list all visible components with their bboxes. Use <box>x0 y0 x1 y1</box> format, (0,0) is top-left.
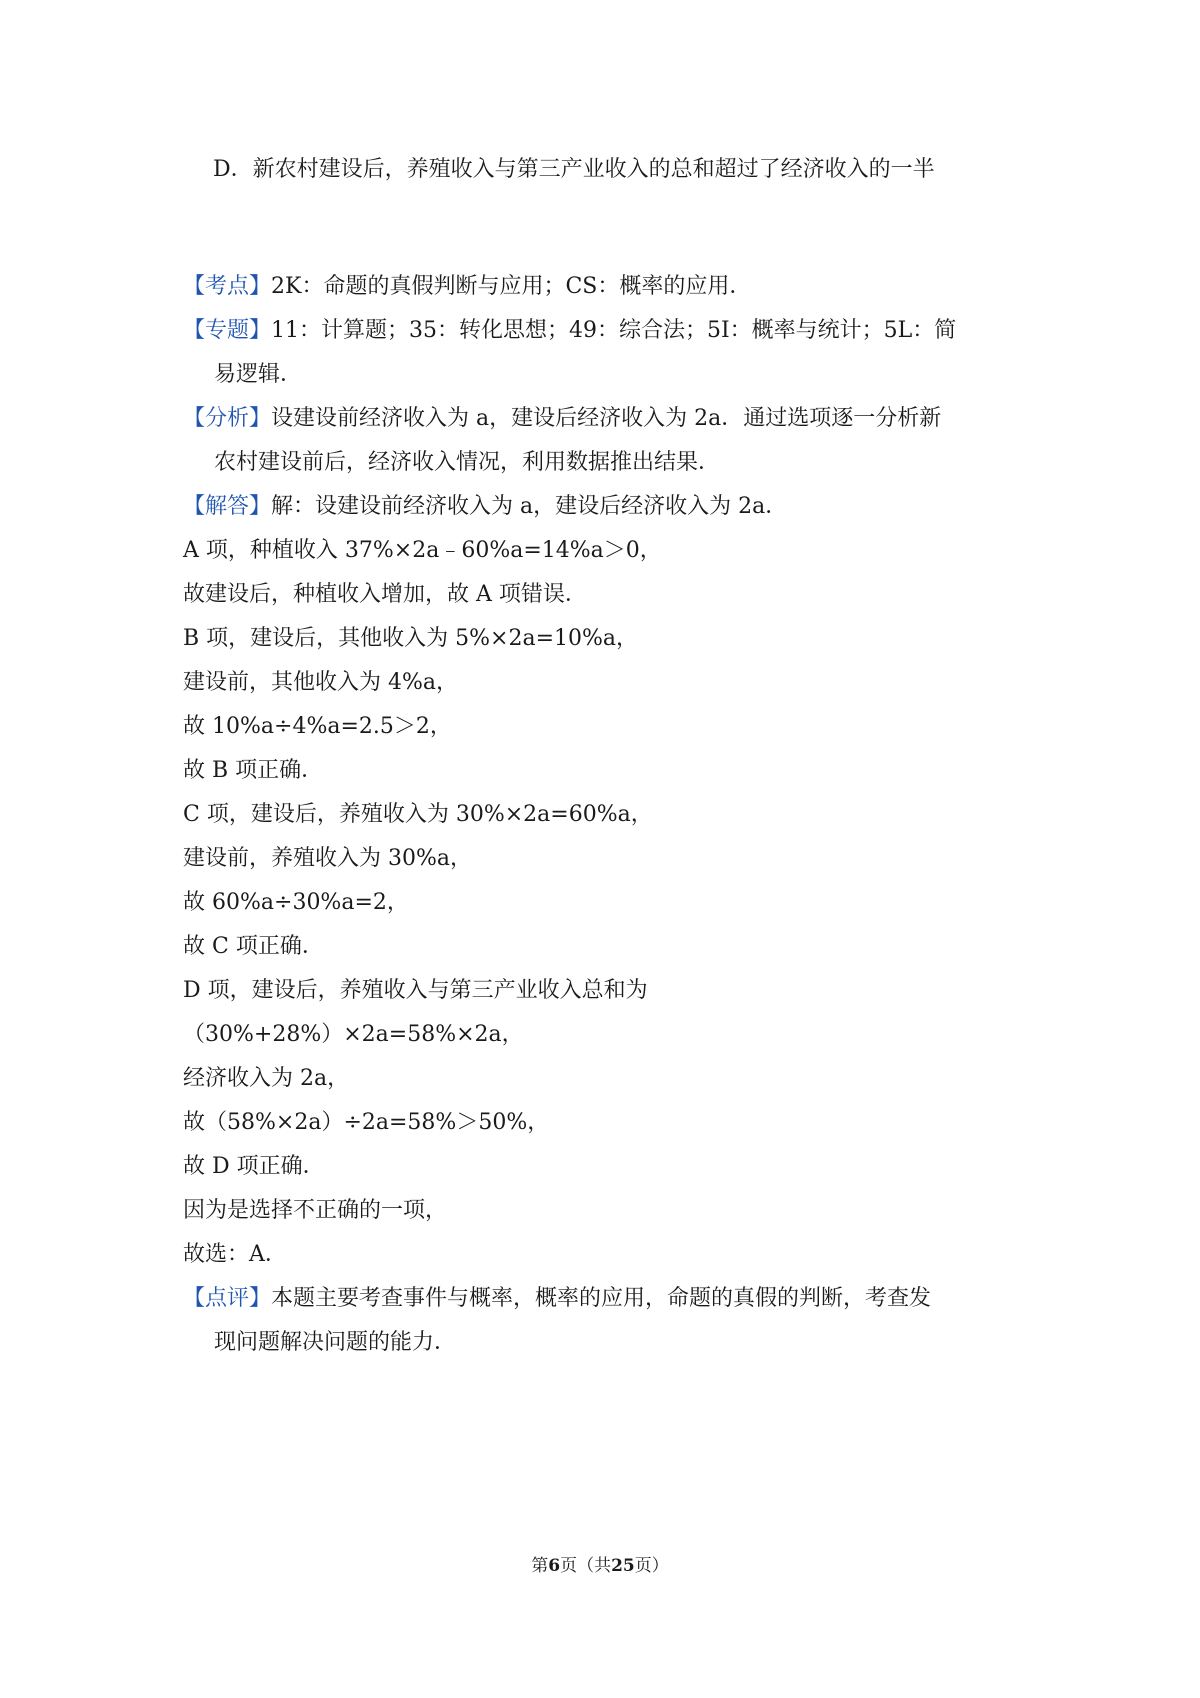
dianping-text: 本题主要考查事件与概率，概率的应用，命题的真假的判断，考查发 <box>271 1286 932 1311</box>
footer-middle: 页（共 <box>560 1556 612 1576</box>
footer-suffix: 页） <box>634 1556 669 1576</box>
jieda-tag: 【解答】 <box>183 494 272 519</box>
dianping-tag: 【点评】 <box>183 1286 272 1311</box>
dianping-line <box>183 1284 931 1314</box>
zhuanti-line-2: 易逻辑． <box>214 362 303 387</box>
solution-line: 故 C 项正确． <box>183 934 324 959</box>
jieda-line <box>183 492 787 522</box>
kaodian-tag: 【考点】 <box>183 274 272 299</box>
solution-line: 故建设后，种植收入增加，故 A 项错误． <box>183 582 587 607</box>
solution-line: 建设前，其他收入为 4%a， <box>183 670 459 695</box>
kaodian-line <box>183 272 751 302</box>
page-footer <box>0 1554 1200 1578</box>
solution-line: 故 60%a÷30%a=2， <box>183 890 409 915</box>
kaodian-text: 2K：命题的真假判断与应用；CS：概率的应用． <box>271 274 752 299</box>
solution-line: 因为是选择不正确的一项， <box>183 1198 448 1223</box>
fenxi-line-2: 农村建设前后，经济收入情况，利用数据推出结果． <box>214 450 721 475</box>
zhuanti-text: 11：计算题；35：转化思想；49：综合法；5I：概率与统计；5L：简 <box>271 318 957 343</box>
footer-page-number: 6 <box>548 1556 561 1576</box>
zhuanti-tag: 【专题】 <box>183 318 272 343</box>
fenxi-line <box>183 404 941 434</box>
solution-line: 故 B 项正确． <box>183 758 324 783</box>
fenxi-tag: 【分析】 <box>183 406 272 431</box>
dianping-line-2: 现问题解决问题的能力． <box>214 1330 457 1355</box>
solution-line: 故选：A． <box>183 1242 287 1267</box>
solution-line: 故 D 项正确． <box>183 1154 325 1179</box>
solution-line: 建设前，养殖收入为 30%a， <box>183 846 473 871</box>
fenxi-text: 设建设前经济收入为 a，建设后经济收入为 2a．通过选项逐一分析新 <box>271 406 942 431</box>
solution-line: D 项，建设后，养殖收入与第三产业收入总和为 <box>183 978 648 1003</box>
footer-prefix: 第 <box>531 1556 549 1576</box>
zhuanti-line <box>183 316 956 346</box>
solution-line: 故 10%a÷4%a=2.5＞2， <box>183 714 452 739</box>
jieda-text: 解：设建设前经济收入为 a，建设后经济收入为 2a． <box>271 494 788 519</box>
solution-line: 故（58%×2a）÷2a=58%＞50%， <box>183 1110 550 1135</box>
solution-line: C 项，建设后，养殖收入为 30%×2a=60%a， <box>183 802 653 827</box>
option-d-text: D．新农村建设后，养殖收入与第三产业收入的总和超过了经济收入的一半 <box>213 157 935 182</box>
solution-line: B 项，建设后，其他收入为 5%×2a=10%a， <box>183 626 639 651</box>
solution-line: A 项，种植收入 37%×2a﹣60%a=14%a＞0， <box>183 538 662 563</box>
solution-line: 经济收入为 2a， <box>183 1066 350 1091</box>
solution-line: （30%+28%）×2a=58%×2a， <box>183 1022 524 1047</box>
footer-total-pages: 25 <box>611 1556 635 1576</box>
